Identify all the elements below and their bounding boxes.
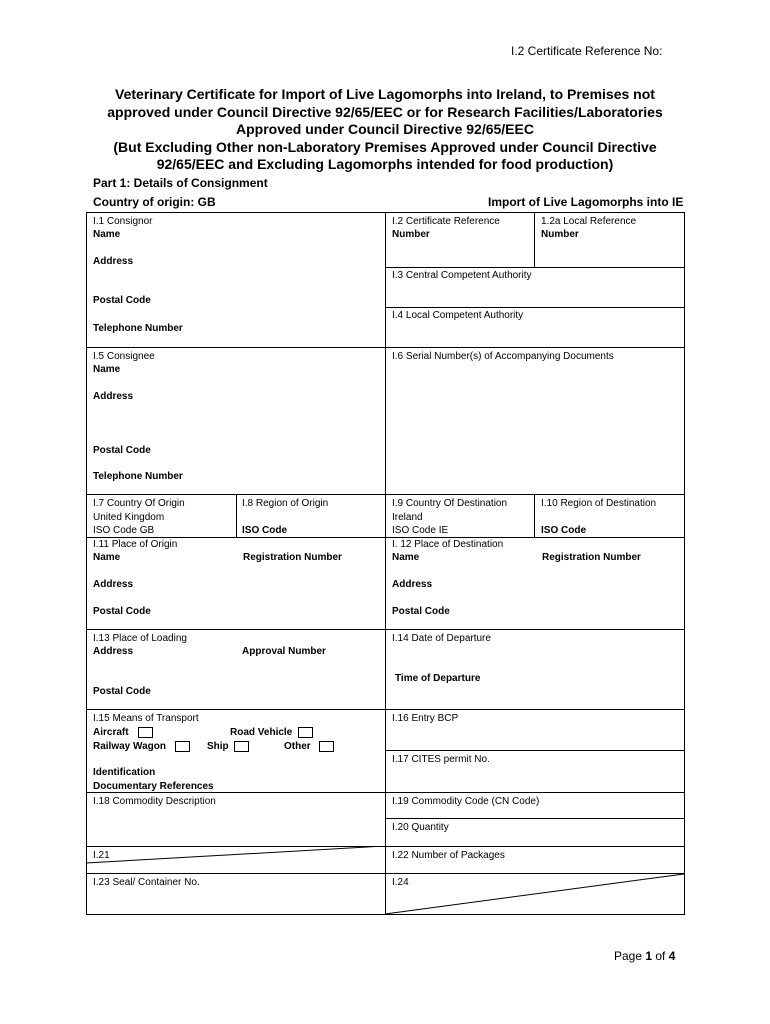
quantity-label: I.20 Quantity — [392, 822, 449, 833]
country-of-origin-value: United Kingdom — [93, 512, 165, 523]
aircraft-label: Aircraft — [93, 727, 129, 738]
page-total: 4 — [668, 949, 676, 963]
cert-ref-label: I.2 Certificate Reference — [392, 216, 500, 227]
destination-postal-label: Postal Code — [392, 606, 450, 617]
consignee-address-label: Address — [93, 391, 134, 402]
part1-heading: Part 1: Details of Consignment — [93, 176, 268, 190]
loading-address-label: Address — [93, 646, 134, 657]
import-label: Import of Live Lagomorphs into IE — [488, 195, 684, 209]
railway-wagon-label: Railway Wagon — [93, 741, 166, 752]
documentary-references-label: Documentary References — [93, 781, 214, 792]
page-of: of — [652, 949, 669, 963]
entry-bcp-label: I.16 Entry BCP — [392, 713, 459, 724]
certificate-reference-header: I.2 Certificate Reference No: — [511, 44, 663, 58]
time-of-departure-label: Time of Departure — [395, 673, 481, 684]
railway-wagon-checkbox[interactable] — [175, 741, 190, 752]
place-of-origin-label: I.11 Place of Origin — [93, 539, 178, 550]
title-line-4: (But Excluding Other non-Laboratory Premises Approved under Council Directive — [113, 138, 657, 155]
place-of-destination-label: I. 12 Place of Destination — [392, 539, 504, 550]
consignor-address-label: Address — [93, 256, 134, 267]
ship-checkbox[interactable] — [234, 741, 249, 752]
region-of-destination-label: I.10 Region of Destination — [541, 498, 657, 509]
consignee-label: I.5 Consignee — [93, 351, 155, 362]
consignee-phone-label: Telephone Number — [93, 471, 183, 482]
consignor-phone-label: Telephone Number — [93, 323, 183, 334]
page-prefix: Page — [614, 949, 646, 963]
road-vehicle-checkbox[interactable] — [298, 727, 313, 738]
field-i24-label: I.24 — [392, 877, 409, 888]
loading-approval-label: Approval Number — [242, 646, 326, 657]
document-title — [70, 86, 700, 174]
title-line-3: Approved under Council Directive 92/65/EEC — [236, 121, 534, 137]
country-of-origin: Country of origin: GB — [93, 195, 216, 209]
title-line-5: 92/65/EEC and Excluding Lagomorphs intended for food production) — [156, 156, 614, 172]
central-authority-label: I.3 Central Competent Authority — [392, 270, 532, 281]
commodity-description-label: I.18 Commodity Description — [93, 796, 216, 807]
other-checkbox[interactable] — [319, 741, 334, 752]
consignee-name-label: Name — [93, 364, 121, 375]
cites-permit-label: I.17 CITES permit No. — [392, 754, 490, 765]
origin-iso-code: ISO Code GB — [93, 525, 155, 536]
region-destination-iso-code: ISO Code — [541, 525, 587, 536]
country-of-origin-label: I.7 Country Of Origin — [93, 498, 185, 509]
region-origin-iso-code: ISO Code — [242, 525, 288, 536]
title-line-1: Veterinary Certificate for Import of Live Lagomorphs into Ireland, to Premises not — [115, 86, 655, 102]
local-authority-label: I.4 Local Competent Authority — [392, 310, 524, 321]
origin-name-label: Name — [93, 552, 121, 563]
means-of-transport-label: I.15 Means of Transport — [93, 713, 199, 724]
destination-registration-label: Registration Number — [542, 552, 641, 563]
consignor-postal-label: Postal Code — [93, 295, 151, 306]
other-label: Other — [284, 741, 311, 752]
local-ref-number-label: Number — [541, 229, 579, 240]
destination-iso-code: ISO Code IE — [392, 525, 449, 536]
consignee-postal-label: Postal Code — [93, 445, 151, 456]
page-number — [614, 949, 675, 964]
page-current: 1 — [645, 949, 653, 963]
commodity-code-label: I.19 Commodity Code (CN Code) — [392, 796, 540, 807]
aircraft-checkbox[interactable] — [138, 727, 153, 738]
cert-ref-number-label: Number — [392, 229, 430, 240]
place-of-loading-label: I.13 Place of Loading — [93, 633, 187, 644]
date-of-departure-label: I.14 Date of Departure — [392, 633, 491, 644]
road-vehicle-label: Road Vehicle — [230, 727, 293, 738]
origin-address-label: Address — [93, 579, 134, 590]
loading-postal-label: Postal Code — [93, 686, 151, 697]
consignor-label: I.1 Consignor — [93, 216, 153, 227]
origin-registration-label: Registration Number — [243, 552, 342, 563]
identification-label: Identification — [93, 767, 156, 778]
seal-container-label: I.23 Seal/ Container No. — [93, 877, 200, 888]
title-line-2: approved under Council Directive 92/65/EEC or for Research Facilities/Laboratories — [107, 103, 663, 120]
region-of-origin-label: I.8 Region of Origin — [242, 498, 329, 509]
country-of-destination-label: I.9 Country Of Destination — [392, 498, 508, 509]
country-of-destination-value: Ireland — [392, 512, 423, 523]
ship-label: Ship — [207, 741, 229, 752]
local-ref-label: 1.2a Local Reference — [541, 216, 637, 227]
origin-postal-label: Postal Code — [93, 606, 151, 617]
field-i21-label: I.21 — [93, 850, 110, 861]
destination-name-label: Name — [392, 552, 420, 563]
serial-numbers-label: I.6 Serial Number(s) of Accompanying Documents — [392, 351, 614, 362]
number-of-packages-label: I.22 Number of Packages — [392, 850, 505, 861]
destination-address-label: Address — [392, 579, 433, 590]
consignor-name-label: Name — [93, 229, 121, 240]
